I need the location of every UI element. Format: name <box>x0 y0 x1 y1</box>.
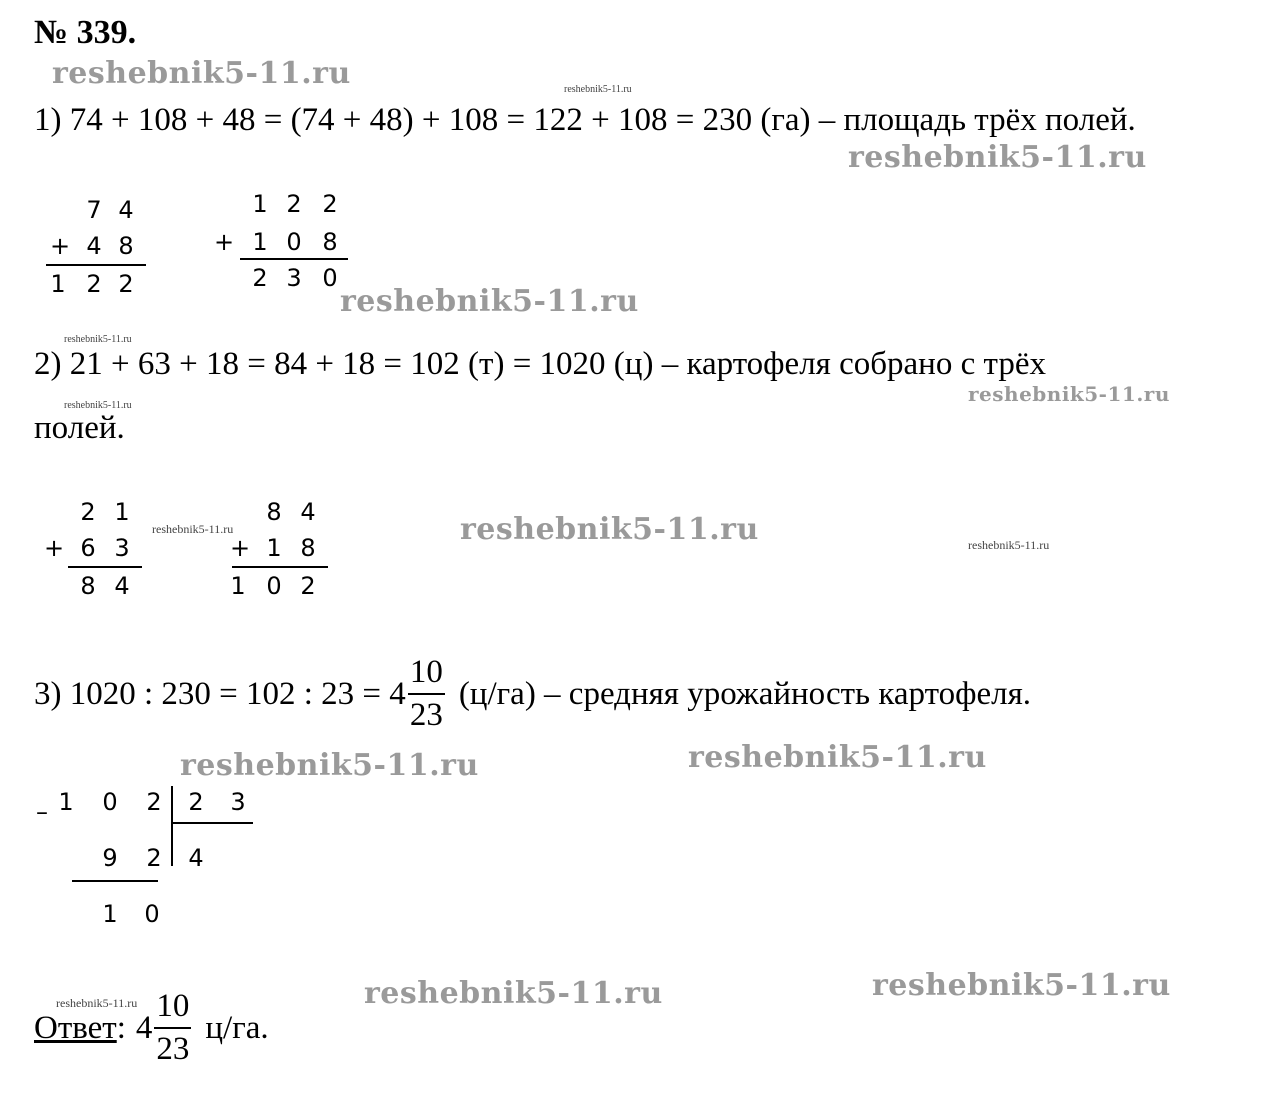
watermark-small: reshebnik5-11.ru <box>64 400 132 411</box>
long-division <box>34 786 274 936</box>
division-bar <box>171 786 173 866</box>
digit: 4 <box>114 572 130 600</box>
digit: 1 <box>50 270 66 298</box>
step3-text <box>34 656 1031 732</box>
digit: 0 <box>102 788 118 816</box>
digit: 4 <box>118 196 134 224</box>
answer-whole: 4 <box>135 1009 153 1046</box>
fraction-denominator: 23 <box>409 697 443 733</box>
step2-column-add-b <box>222 492 342 602</box>
digit: 2 <box>286 190 302 218</box>
quotient-line <box>171 822 253 824</box>
watermark-small: reshebnik5-11.ru <box>968 538 1050 552</box>
sum-line <box>68 566 142 568</box>
digit: 1 <box>266 534 282 562</box>
digit: 8 <box>266 498 282 526</box>
digit: 4 <box>86 232 102 260</box>
digit: 8 <box>118 232 134 260</box>
answer-fraction <box>154 990 191 1066</box>
answer-colon: : <box>116 1009 126 1046</box>
digit: 2 <box>80 498 96 526</box>
step1-column-add-b <box>212 186 352 296</box>
step1-text: 1) 74 + 108 + 48 = (74 + 48) + 108 = 122 + 108 = 230 (га) – площадь трёх полей. <box>34 102 1136 138</box>
watermark: reshebnik5-11.ru <box>688 740 987 775</box>
plus-sign: + <box>44 534 65 562</box>
step3-text-after: (ц/га) – средняя урожайность картофеля. <box>458 675 1032 712</box>
step2-text-line1: 2) 21 + 63 + 18 = 84 + 18 = 102 (т) = 1020 (ц) – картофеля собрано с трёх <box>34 346 1046 382</box>
step3-text-before: 3) 1020 : 230 = 102 : 23 = 4 <box>34 675 406 712</box>
watermark: reshebnik5-11.ru <box>460 512 759 547</box>
fraction-bar <box>154 1027 191 1029</box>
digit: 8 <box>322 228 338 256</box>
digit: 0 <box>144 900 160 928</box>
digit: 2 <box>322 190 338 218</box>
digit: 2 <box>146 844 162 872</box>
step2-text-line2: полей. <box>34 410 125 446</box>
digit: 2 <box>118 270 134 298</box>
digit: 1 <box>230 572 246 600</box>
digit: 8 <box>300 534 316 562</box>
digit: 2 <box>146 788 162 816</box>
watermark: reshebnik5-11.ru <box>52 56 351 91</box>
answer-unit: ц/га. <box>205 1009 269 1046</box>
watermark-small: reshebnik5-11.ru <box>152 522 234 536</box>
fraction-numerator: 10 <box>409 654 443 690</box>
fraction-bar <box>408 693 445 695</box>
watermark-small: reshebnik5-11.ru <box>64 334 132 345</box>
fraction-numerator: 10 <box>156 988 190 1024</box>
digit: 1 <box>114 498 130 526</box>
digit: 1 <box>102 900 118 928</box>
digit: 2 <box>86 270 102 298</box>
watermark: reshebnik5-11.ru <box>848 140 1147 175</box>
watermark: reshebnik5-11.ru <box>364 976 663 1011</box>
fraction-denominator: 23 <box>156 1031 190 1067</box>
problem-number: № 339. <box>34 14 137 51</box>
digit: 0 <box>266 572 282 600</box>
digit: 3 <box>286 264 302 292</box>
step3-fraction <box>408 656 445 732</box>
answer-label: Ответ <box>34 1009 117 1046</box>
minus-sign: – <box>36 798 48 826</box>
plus-sign: + <box>230 534 251 562</box>
digit: 3 <box>114 534 130 562</box>
digit: 9 <box>102 844 118 872</box>
digit: 0 <box>322 264 338 292</box>
digit: 0 <box>286 228 302 256</box>
digit: 2 <box>300 572 316 600</box>
sum-line <box>232 566 328 568</box>
digit: 2 <box>252 264 268 292</box>
watermark-small: reshebnik5-11.ru <box>564 84 632 95</box>
digit: 6 <box>80 534 96 562</box>
digit: 3 <box>230 788 246 816</box>
digit: 1 <box>58 788 74 816</box>
watermark: reshebnik5-11.ru <box>340 284 639 319</box>
watermark: reshebnik5-11.ru <box>872 968 1171 1003</box>
digit: 1 <box>252 228 268 256</box>
watermark: reshebnik5-11.ru <box>180 748 479 783</box>
digit: 4 <box>300 498 316 526</box>
plus-sign: + <box>50 232 71 260</box>
digit: 2 <box>188 788 204 816</box>
plus-sign: + <box>214 228 235 256</box>
watermark-small: reshebnik5-11.ru <box>56 996 138 1010</box>
step2-column-add-a <box>40 492 160 602</box>
subtraction-line <box>72 880 158 882</box>
digit: 8 <box>80 572 96 600</box>
digit: 1 <box>252 190 268 218</box>
quotient-digit: 4 <box>188 844 204 872</box>
sum-line <box>46 264 146 266</box>
sum-line <box>240 258 348 260</box>
watermark: reshebnik5-11.ru <box>968 382 1170 406</box>
step1-column-add-a <box>40 190 160 300</box>
digit: 7 <box>86 196 102 224</box>
